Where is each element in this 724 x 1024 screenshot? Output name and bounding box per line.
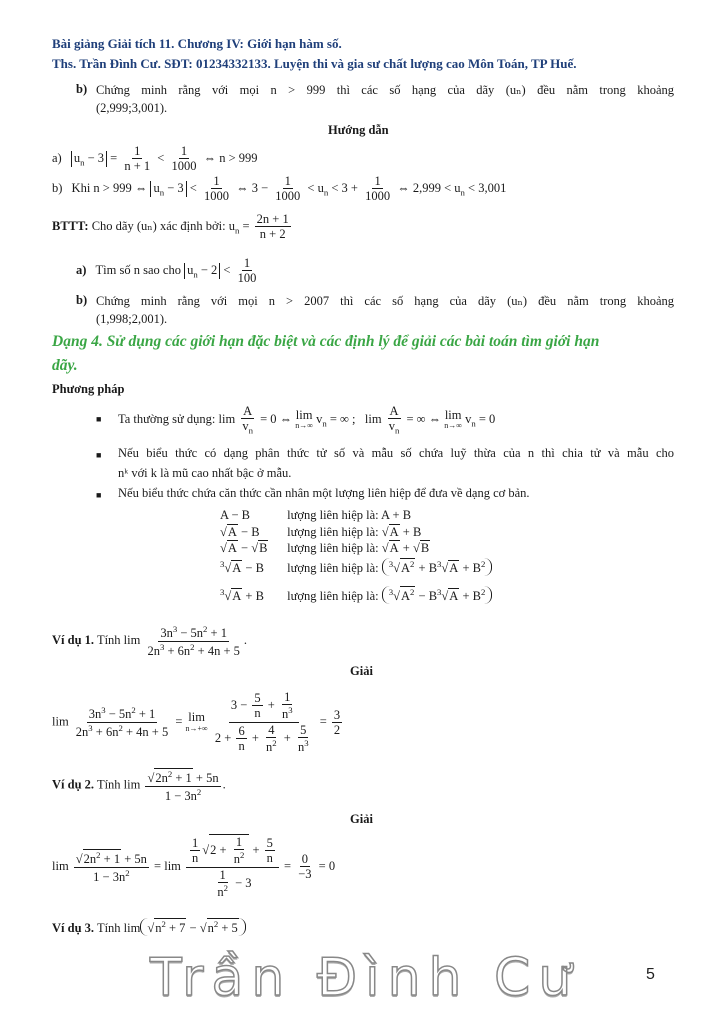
example-3: Ví dụ 3. Tính $\lim √n^2 + 7 - √n^2 + 5$ bbox=[52, 918, 246, 936]
bullet-icon: ■ bbox=[96, 450, 102, 460]
solution-b-label: b) bbox=[52, 180, 63, 195]
conj-label: lượng liên hiệp là: bbox=[287, 541, 379, 555]
part-b-text: Chứng minh rằng với mọi n > 999 thì các số hạng của dãy (uₙ) đều nằm trong khoảng bbox=[96, 83, 674, 97]
conj-row-2: √A − B lượng liên hiệp là: √A + B bbox=[220, 525, 422, 539]
huong-dan-heading: Hướng dẫn bbox=[328, 123, 389, 137]
part-b-label: b) bbox=[76, 82, 88, 96]
conj-label: lượng liên hiệp là: bbox=[287, 508, 379, 522]
author-watermark: Trần Đình Cư bbox=[150, 948, 580, 1008]
solution-b: b) Khi n > 999 ⇔ $u_n - 3$ < $\frac{1}{1000}$ ⇔ 3 − $\frac{1}{1000}$ < $u_n < 3$ + $\frac{1}{1000}$ ⇔ $2,999 < u_n < 3,001$ bbox=[52, 174, 507, 204]
bullet-icon: ■ bbox=[96, 414, 102, 424]
example-2-solution-heading: Giải bbox=[350, 812, 373, 826]
example-2-solution: lim $\frac{√2n^2 + 1 + 5n}{1 - 3n^2}$ = lim $\frac{1}{n}$ √2 + $\frac{1}{n^2}$ + $\frac{5}{n}$ $\frac{1}{n^2}$ − 3 = $\frac{0}{-3}$ = 0 bbox=[52, 835, 336, 900]
example-2-label: Ví dụ 2. bbox=[52, 777, 95, 792]
conj-label: lượng liên hiệp là: bbox=[287, 525, 379, 539]
bttt-part-a-label: a) bbox=[76, 262, 87, 277]
example-1-text: Tính bbox=[96, 632, 121, 647]
bullet-1-prefix: Ta thường sử dụng: bbox=[118, 411, 216, 426]
solution-a: a) $u_n - 3$ = $\frac{1}{n + 1}$ < $\frac{1}{1000}$ ⇔ n > 999 bbox=[52, 144, 258, 174]
conj-row-4: $^3$√A − B lượng liên hiệp là: $^3√A^2 + B^3√A + B^2$ bbox=[220, 558, 492, 576]
example-3-label: Ví dụ 3. bbox=[52, 921, 95, 936]
bttt-part-a-text: Tìm số n sao cho bbox=[95, 262, 181, 277]
example-1-label: Ví dụ 1. bbox=[52, 632, 95, 647]
example-1-solution: lim $\frac{3n^3 - 5n^2 + 1}{2n^3 + 6n^2 + 4n + 5}$ = lim n→+∞ 3 − $\frac{5}{n}$ + $\frac{1}{n^3}$ 2 + $\frac{6}{n}$ + $\frac{4}{n^2}$ + $\frac{5}{n^3}$ = $\frac{3}{2}$ bbox=[52, 690, 341, 755]
bttt-label: BTTT: bbox=[52, 218, 89, 233]
conj-label: lượng liên hiệp là: bbox=[287, 589, 379, 604]
example-2: Ví dụ 2. Tính lim $\frac{√2n^2 + 1 + 5n}{1 - 3n^2}$ . bbox=[52, 769, 226, 803]
bullet-2-line1: Nếu biểu thức có dạng phân thức tử số và mẫu số chứa luỹ thừa của n thì chia tử và mẫu cho bbox=[118, 446, 674, 460]
dang4-title: Dạng 4. Sử dụng các giới hạn đặc biệt và các định lý để giải các bài toán tìm giới hạn bbox=[52, 333, 600, 350]
bttt-part-a: a) Tìm số n sao cho $u_n - 2$ < $\frac{1}{100}$ bbox=[76, 256, 257, 286]
solution-b-prefix: Khi n > 999 ⇔ bbox=[71, 180, 148, 195]
page-number: 5 bbox=[646, 966, 655, 983]
header-title: Bài giảng Giải tích 11. Chương IV: Giới hạn hàm số. bbox=[52, 36, 342, 51]
example-2-text: Tính bbox=[96, 777, 121, 792]
bttt-part-b-text: Chứng minh rằng với mọi n > 2007 thì các số hạng của dãy (uₙ) đều nằm trong khoảng bbox=[96, 294, 674, 308]
bttt-part-b-interval: (1,998;2,001). bbox=[96, 312, 168, 326]
bullet-3: Nếu biểu thức chứa căn thức cần nhân một lượng liên hiệp để đưa về dạng cơ bản. bbox=[118, 486, 530, 500]
conj-row-3: √A − √B lượng liên hiệp là: √A + √B bbox=[220, 541, 430, 555]
conj-label: lượng liên hiệp là: bbox=[287, 561, 379, 576]
example-3-text: Tính bbox=[96, 921, 121, 936]
bullet-2-line2: nᵏ với k là mũ cao nhất bậc ở mẫu. bbox=[118, 466, 292, 480]
example-1-solution-heading: Giải bbox=[350, 664, 373, 678]
bttt: BTTT: Cho dãy (uₙ) xác định bởi: $u_n$ = $\frac{2n + 1}{n + 2}$ bbox=[52, 212, 289, 242]
part-b-interval: (2,999;3,001). bbox=[96, 101, 168, 115]
solution-a-label: a) bbox=[52, 150, 62, 165]
phuong-phap-heading: Phương pháp bbox=[52, 382, 125, 396]
conj-row-5: $^3$√A + B lượng liên hiệp là: $^3√A^2 - B^3√A + B^2$ bbox=[220, 586, 492, 604]
header-author: Ths. Trần Đình Cư. SĐT: 01234332133. Luyện thi và gia sư chất lượng cao Môn Toán, TP Huế. bbox=[52, 56, 577, 71]
conj-row-1: A − B lượng liên hiệp là: A + B bbox=[220, 508, 412, 522]
dang4-title-cont: dãy. bbox=[52, 357, 78, 374]
example-1: Ví dụ 1. Tính lim $\frac{3n^3 - 5n^2 + 1}{2n^3 + 6n^2 + 4n + 5}$ . bbox=[52, 624, 248, 658]
bttt-part-b-label: b) bbox=[76, 293, 88, 307]
bullet-1: Ta thường sử dụng: lim $\frac{A}{v_n}$ = 0 ⇔ lim n→∞ $v_n$ = ∞ ; lim $\frac{A}{v_n}$ = ∞ ⇔ lim n→∞ $v_n = 0$ bbox=[118, 404, 496, 436]
bullet-icon: ■ bbox=[96, 490, 102, 500]
bttt-text: Cho dãy (uₙ) xác định bởi: bbox=[91, 218, 226, 233]
